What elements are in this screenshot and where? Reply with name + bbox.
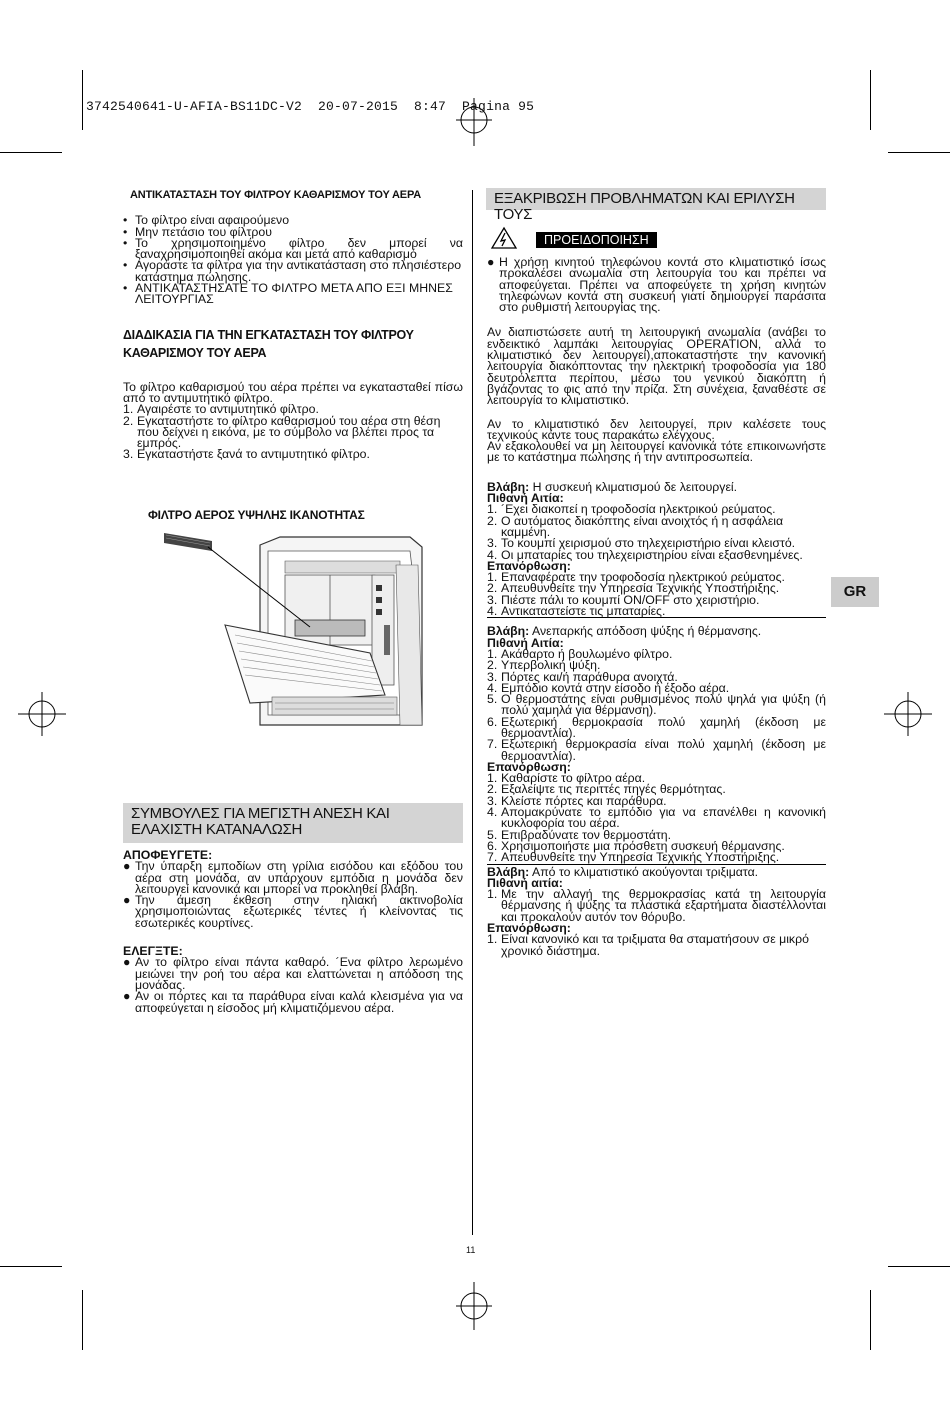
crop-mark — [0, 1266, 62, 1267]
paragraph: Αν διαπιστώσετε αυτή τη λειτουργική ανωμαλία (ανάβει το ενδεικτικό λαμπάκι λειτουργίας OPERATION, αλλά το κλιματιστικό δεν λειτουργεί),αποκαταστήστε την κανονική λειτουργία διακόπτοντας την ηλεκτρική τροφοδοσία για 180 δευτρόλεπτα περίπου, μέσω του γενικού διακόπτη ή βγάζοντας το φις από την πρίζα. Στη συνέχεια, ξαναθέστε σε λειτουργία το κλιματιστικό. — [487, 325, 826, 408]
list-item: 6. Χρησιμοποιήστε μια πρόσθετη συσκευή θέρμανσης. — [487, 838, 785, 853]
list-item: • Το φίλτρο είναι αφαιρούμενο — [123, 213, 290, 228]
list-item: 2. Εξαλείψτε τις περιττές πηγές θερμότητας. — [487, 782, 726, 797]
list-item: 1. Είναι κανονικό και τα τριξιματα θα σταματήσουν σε μικρό χρονικό διάστημα. — [487, 932, 809, 958]
list-item: 3. Πόρτες και/ή παράθυρα ανοιχτά. — [487, 669, 678, 684]
right-column — [487, 257, 826, 957]
list-item: 1. Επαναφέρατε την τροφοδοσία ηλεκτρικού ρεύματος. — [487, 570, 785, 585]
list-item: ● Αν το φίλτρο είναι πάντα καθαρό. ´Ενα φίλτρο λερωμένο μειώνει την ροή του αέρα και ελαττώνεται η απόδοση της μονάδας. — [123, 955, 463, 992]
cause-label: Πιθανή Αιτία: — [487, 491, 564, 506]
crop-mark — [888, 152, 950, 153]
crop-mark — [888, 1266, 950, 1267]
list-item: • Μην πετάσιο του φίλτρου — [123, 224, 272, 239]
avoid-label: ΑΠΟΦΕΥΓΕΤΕ: — [123, 848, 213, 862]
list-item: 1. Ακάθαρτο ή βουλωμένο φίλτρο. — [487, 646, 673, 661]
paragraph: Αν εξακολουθεί να μη λειτουργεί κανονικά τότε επικοινωνήστε με το κατάστημα πώλησης ή την αντιπροσωπεία. — [487, 439, 826, 465]
install-step: 3. Εγκαταστήστε ξανά το αντιμυτητικό φίλτρο. — [123, 447, 370, 462]
list-item: 2. Υπερβολική ψύξη. — [487, 658, 601, 673]
crop-mark — [82, 1290, 83, 1350]
list-item: 1. Καθαρίστε το φίλτρο αέρα. — [487, 771, 646, 786]
list-item: ● Αν οι πόρτες και τα παράθυρα είναι καλά κλεισμένα για να αποφεύγεται η είσοδος μή κλιματιζόμενου αέρα. — [123, 989, 463, 1015]
filter-title: ΑΝΤΙΚΑΤΑΣΤΑΣΗ ΤΟΥ ΦΙΛΤΡΟΥ ΚΑΘΑΡΙΣΜΟΥ ΤΟΥ ΑΕΡΑ — [130, 189, 422, 201]
list-item: 2. Απευθυνθείτε την Υπηρεσία Τεχνικής Υποστήριξης. — [487, 581, 780, 596]
fix-label: Επανόρθωση: — [487, 759, 571, 774]
list-item: 3. Πιέστε πάλι το κουμπί ON/OFF στο χειριστήριο. — [487, 592, 760, 607]
warning-text: ● Η χρήση κινητού τηλεφώνου κοντά στο κλιματιστικό ίσως προκαλέσει ανωμαλία στη λειτουργία του και πρέπει να αποφεύγεται. Πρέπει να αποφεύγετε τη χρήση κινητών τηλεφώνων κοντά στη συσκευή γιατί δημιουργεί παράσιτα στο ρυθμιστή λειτουργίας της. — [487, 255, 826, 315]
list-item: • ΑΝΤΙΚΑΤΑΣΤΗΣΑΤΕ ΤΟ ΦΙΛΤΡΟ ΜΕΤΑ ΑΠΟ ΕΞΙ ΜΗΝΕΣ ΛΕΙΤΟΥΡΓΙΑΣ — [123, 281, 453, 307]
language-tab: GR — [831, 577, 879, 607]
list-item: 1. Με την αλλαγή της θερμοκρασίας κατά τη λειτουργία θέρμανσης ή ψύξης τα πλαστικά εξαρτήματα διαστέλλονται και προκαλούν αυτόν τον θόρυβο. — [487, 887, 826, 924]
page-number: 11 — [466, 1245, 476, 1255]
list-item: ● Την άμεση έκθεση στην ηλιακή ακτινοβολία χρησιμοποιώντας εξωτερικές τέντες ή κλείνοντας τις εσωτερικές κουρτίνες. — [123, 893, 463, 930]
crop-mark — [0, 152, 62, 153]
list-item: 3. Το κουμπί χειρισμού στο τηλεχειριστήριο είναι κλειστό. — [487, 536, 796, 551]
left-column — [123, 190, 463, 461]
install-intro: Το φίλτρο καθαρισμού του αέρα πρέπει να εγκατασταθεί πίσω από το αντιμυτητικό φίλτρο. — [123, 379, 463, 405]
warning-label: ΠΡΟΕΙΔΟΠΟΙΗΣΗ — [536, 232, 657, 248]
list-item: 7. Απευθυνθείτε την Υπηρεσία Τεχνικής Υποστήριξης. — [487, 852, 826, 864]
crop-mark — [870, 1290, 871, 1350]
registration-mark-right — [884, 690, 932, 738]
list-item: • Αγοράστε τα φίλτρα για την αντικατάσταση στο πλησιέστερο κατάστημα πώλησης. — [123, 258, 462, 284]
fault-1: Βλάβη: Η συσκευή κλιματισμού δε λειτουργεί. — [487, 479, 738, 494]
filter-bullet-list — [123, 215, 463, 305]
list-item: 3. Κλείστε πόρτες και παράθυρα. — [487, 793, 667, 808]
list-item: 2. Ο αυτόματος διακόπτης είναι ανοιχτός ή η ασφάλεια καμμένη. — [487, 513, 784, 539]
cause-label: Πιθανή Αιτία: — [487, 635, 564, 650]
list-item: 6. Εξωτερική θερμοκρασία πολύ χαμηλή (έκδοση με θερμοαντλία). — [487, 714, 826, 740]
comfort-section — [123, 850, 463, 1014]
list-item: 4. Εμπόδιο κοντά στην είσοδο ή έξοδο αέρα. — [487, 680, 730, 695]
fault-2: Βλάβη: Ανεπαρκής απόδοση ψύξης ή θέρμανσης. — [487, 624, 762, 639]
list-item: 5. Ο θερμοστάτης είναι ρυθμισμένος πολύ ψηλά για ψύξη (ή πολύ χαμηλά για θέρμανση). — [487, 692, 826, 718]
comfort-section-title: ΣΥΜΒΟΥΛΕΣ ΓΙΑ ΜΕΓΙΣΤΗ ΑΝΕΣΗ ΚΑΙ ΕΛΑΧΙΣΤΗ ΚΑΤΑΝΑΛΩΣΗ — [123, 803, 463, 843]
registration-mark-bottom — [454, 1282, 494, 1330]
list-item: 4. Οι μπαταρίες του τηλεχειριστηρίου είναι εξασθενημένες. — [487, 547, 803, 562]
install-step: 1. Αγαιρέστε το αντιμυτητικό φίλτρο. — [123, 402, 319, 417]
list-item: • Το χρησιμοποιημένο φίλτρο δεν μπορεί να ξαναχρησιμοποιηθεί ακόμα και μετά από καθαρισμό — [123, 235, 463, 262]
list-item: 1. ´Εχει διακοπεί η τροφοδοσία ηλεκτρικού ρεύματος. — [487, 502, 776, 517]
list-item: ● Την ύπαρξη εμποδίων στη γρίλια εισόδου και εξόδου του αέρα στη μονάδα, αν υπάρχουν εμπόδια η μονάδα δεν λειτουργεί κανονικά και μπορεί να προκληθεί βλάβη. — [123, 859, 463, 896]
list-item: 5. Επιβραδύνατε τον θερμοστάτη. — [487, 827, 672, 842]
crop-mark — [870, 70, 871, 130]
air-conditioner-illustration — [160, 525, 450, 745]
check-label: ΕΛΕΓΞΤΕ: — [123, 944, 183, 959]
registration-mark-left — [18, 690, 66, 738]
list-item: 4. Απομακρύνατε το εμπόδιο για να επανέλθει η κανονική κυκλοφορία του αέρα. — [487, 805, 826, 831]
fault-3: Βλάβη: Από το κλιματιστικό ακούγονται τριξιματα. — [487, 864, 759, 879]
warning-icon — [490, 226, 518, 250]
list-item: 7. Εξωτερική θερμοκρασία είναι πολύ χαμηλή (έκδοση με θερμοαντλία). — [487, 737, 826, 763]
list-item: 4. Αντικαταστείστε τις μπαταρίες. — [487, 606, 826, 618]
filter-strip-icon — [164, 533, 212, 551]
figure-caption: ΦΙΛΤΡΟ ΑΕΡΟΣ ΥΨΗΛΗΣ ΙΚΑΝΟΤΗΤΑΣ — [148, 508, 365, 522]
running-head: 3742540641-U-AFIA-BS11DC-V2 20-07-2015 8:47 Pagina 95 — [86, 99, 535, 114]
fix-label: Επανόρθωση: — [487, 921, 571, 936]
fix-label: Επανόρθωση: — [487, 558, 571, 573]
warning-label-box — [536, 231, 657, 249]
crop-mark — [82, 70, 83, 130]
paragraph: Αν το κλιματιστικό δεν λειτουργεί, πριν καλέσετε τους τεχνικούς κάντε τους παρακάτω ελέγχους. — [487, 416, 826, 442]
troubleshooting-title: ΕΞΑΚΡΙΒΩΣΗ ΠΡΟΒΛΗΜΑΤΩΝ ΚΑΙ ΕΡΙΛΥΣΗ ΤΟΥΣ — [486, 188, 826, 210]
column-divider — [472, 190, 473, 1235]
install-title: ΔΙΑΔΙΚΑΣΙΑ ΓΙΑ ΤΗΝ ΕΓΚΑΤΑΣΤΑΣΗ ΤΟΥ ΦΙΛΤΡΟΥ ΚΑΘΑΡΙΣΜΟΥ ΤΟΥ ΑΕΡΑ — [123, 327, 414, 360]
cause-label: Πιθανή αιτία: — [487, 875, 563, 890]
install-step: 2. Εγκαταστήστε το φίλτρο καθαρισμού του αέρα στη θέση που δείχνει η εικόνα, με το σύμβολο να βλέπει προς τα εμπρός. — [123, 413, 441, 451]
